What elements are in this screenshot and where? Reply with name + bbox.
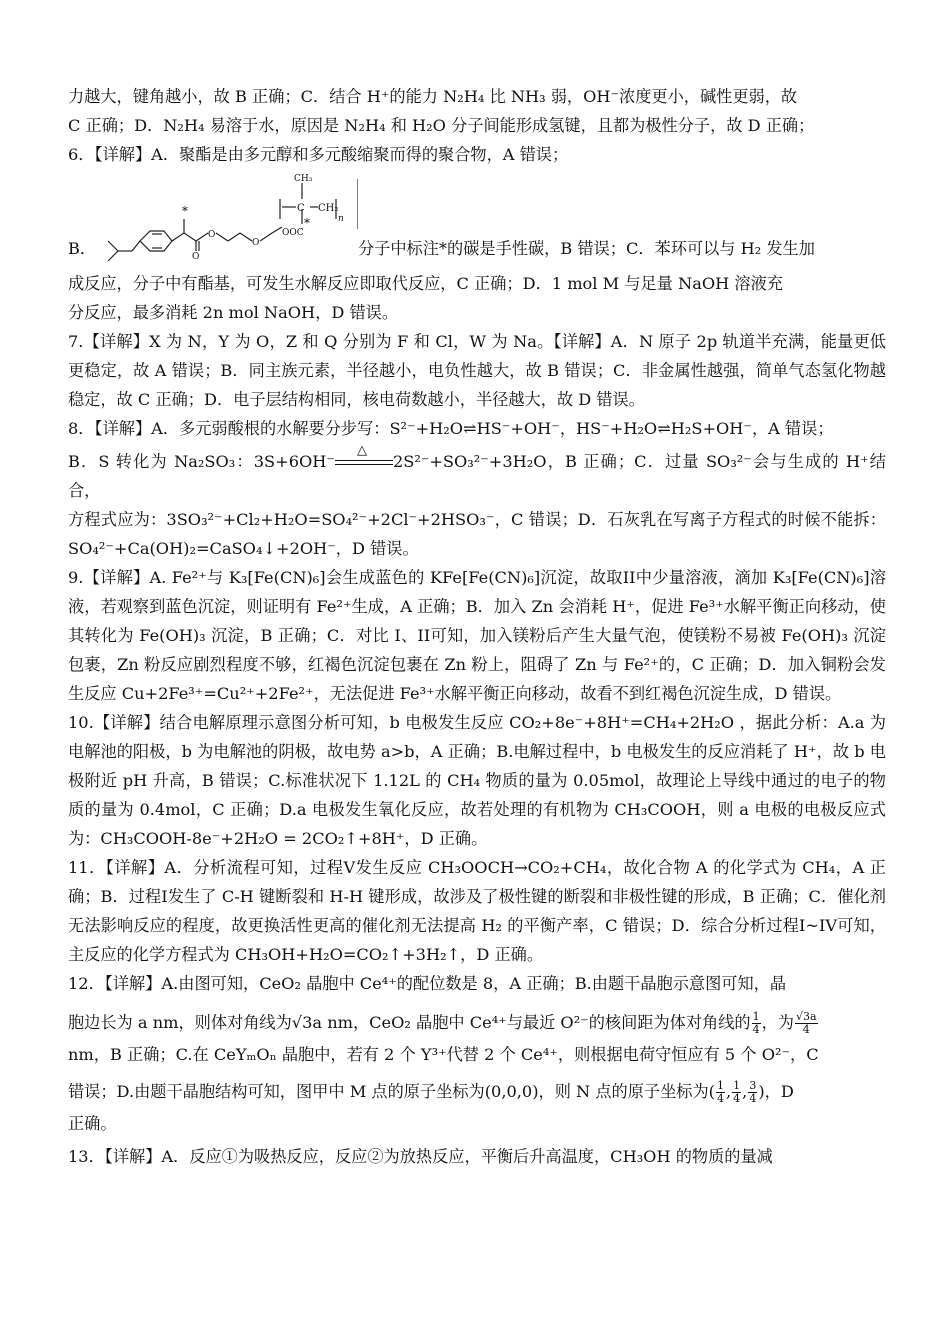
- line-continuation-1: 力越大，键角越小，故 B 正确；C．结合 H⁺的能力 N₂H₄ 比 NH₃ 弱，OH⁻浓度更小，碱性更弱，故: [68, 87, 798, 106]
- repeat-n-label: n: [338, 214, 344, 224]
- answer-12-c: nm，B 正确；C.在 CeYₘOₙ 晶胞中，若有 2 个 Y³⁺代替 2 个 Ce⁴⁺，则根据电荷守恒应有 5 个 O²⁻，C: [68, 1045, 819, 1064]
- svg-text:O: O: [208, 230, 216, 240]
- answer-8-c: 方程式应为：3SO₃²⁻+Cl₂+H₂O=SO₄²⁻+2Cl⁻+2HSO₃⁻，C 错误；D．石灰乳在写离子方程式的时候不能拆：SO₄²⁻+Ca(OH)₂=CaSO₄↓+2OH⁻，D 错误。: [68, 510, 886, 558]
- answer-7: 7.【详解】X 为 N，Y 为 O，Z 和 Q 分别为 F 和 Cl，W 为 Na。【详解】A．N 原子 2p 轨道半充满，能量更低更稳定，故 A 错误；B．同主族元素，半径越小，电负性越大，故 B 错误；C．非金属性越强，简单气态氢化物越稳定，故 C 正确；D．电子层结构相同，核电荷数越小，半径越大，故 D 错误。: [68, 332, 886, 409]
- answer-12-a: 12．【详解】A.由图可知，CeO₂ 晶胞中 Ce⁴⁺的配位数是 8，A 正确；B.由题干晶胞示意图可知，晶: [68, 974, 787, 993]
- document-page: [68, 82, 886, 1171]
- heat-equals-sign: [335, 442, 393, 468]
- answer-8-a: 8．【详解】A．多元弱酸根的水解要分步写：S²⁻+H₂O⇌HS⁻+OH⁻，HS⁻+H₂O⇌H₂S+OH⁻，A 错误；: [68, 419, 834, 438]
- chiral-star-1: *: [182, 204, 188, 218]
- answer-12-d: 错误；D.由题干晶胞结构可知，图甲中 M 点的原子坐标为(0,0,0)，则 N 点的原子坐标为( $\frac{1}{4}$ , $\frac{1}{4}$ , $\frac{3}{4}$ )，D: [68, 1079, 794, 1105]
- answer-11: 11．【详解】A．分析流程可知，过程V发生反应 CH₃OOCH→CO₂+CH₄，故化合物 A 的化学式为 CH₄，A 正确；B．过程I发生了 C-H 键断裂和 H-H 键形成，故涉及了极性键的断裂和非极性键的形成，B 正确；C．催化剂无法影响反应的程度，故更换活性更高的催化剂无法提高 H₂ 的平衡产率，C 错误；D．综合分析过程I~IV可知，主反应的化学方程式为 CH₃OH+H₂O=CO₂↑+3H₂↑，D 正确。: [68, 858, 886, 964]
- answer-6-c: 成反应，分子中有酯基，可发生水解反应即取代反应，C 正确；D．1 mol M 与足量 NaOH 溶液充: [68, 274, 783, 293]
- coord-frac-y: $\frac{1}{4}$: [733, 1079, 741, 1105]
- answer-8-b-post: 2S²⁻+SO₃²⁻+3H₂O，B 正确；C．过量 SO₃²⁻会与生成的 H⁺结合，: [68, 452, 886, 500]
- fraction-one-quarter: $\frac{1}{4}$: [752, 1010, 760, 1036]
- answer-8-b-pre: B．S 转化为 Na₂SO₃：3S+6OH⁻: [68, 452, 335, 471]
- answer-6-a: 6．【详解】A．聚酯是由多元醇和多元酸缩聚而得的聚合物，A 错误；: [68, 145, 569, 164]
- answer-13: 13．【详解】A．反应①为吸热反应，反应②为放热反应，平衡后升高温度，CH₃OH 的物质的量减: [68, 1147, 773, 1166]
- answer-6-b-text: 分子中标注*的碳是手性碳，B 错误；C．苯环可以与 H₂ 发生加: [358, 239, 815, 258]
- answer-6-b-row: [68, 169, 886, 269]
- ch2-label: CH₂: [318, 203, 339, 214]
- coord-frac-x: $\frac{1}{4}$: [717, 1079, 724, 1105]
- svg-text:O: O: [192, 252, 200, 262]
- polymer-structure-diagram: [68, 169, 358, 269]
- line-continuation-2: C 正确；D．N₂H₄ 易溶于水，原因是 N₂H₄ 和 H₂O 分子间能形成氢键，且都为极性分子，故 D 正确；: [68, 116, 815, 135]
- answer-10: 10.【详解】结合电解原理示意图分析可知，b 电极发生反应 CO₂+8e⁻+8H⁺=CH₄+2H₂O ，据此分析：A.a 为电解池的阳极，b 为电解池的阴极，故电势 a>b，A 正确；B.电解过程中，b 电极发生的反应消耗了 H⁺，故 b 电极附近 pH 升高，B 错误；C.标准状况下 1.12L 的 CH₄ 物质的量为 0.05mol，故理论上导线中通过的电子的物质的量为 0.4mol，C 正确；D.a 电极发生氧化反应，故若处理的有机物为 CH₃COOH，则 a 电极的电极反应式为：CH₃COOH-8e⁻+2H₂O = 2CO₂↑+8H⁺，D 正确。: [68, 713, 886, 848]
- ooc-label: OOC: [282, 228, 304, 238]
- answer-6-d: 分反应，最多消耗 2n mol NaOH，D 错误。: [68, 303, 399, 322]
- answer-12-b: 胞边长为 a nm，则体对角线为√3a nm，CeO₂ 晶胞中 Ce⁴⁺与最近 O²⁻的核间距为体对角线的 $\frac{1}{4}$ ，为 $\frac{√3a}{4}$: [68, 1010, 817, 1036]
- heat-triangle-icon: △: [356, 442, 367, 458]
- answer-6-b-label: B．: [68, 239, 97, 258]
- answer-12-e: 正确。: [68, 1114, 117, 1133]
- answer-9: 9.【详解】A. Fe²⁺与 K₃[Fe(CN)₆]会生成蓝色的 KFe[Fe(CN)₆]沉淀，故取II中少量溶液，滴加 K₃[Fe(CN)₆]溶液，若观察到蓝色沉淀，则证明有 Fe²⁺生成，A 正确；B．加入 Zn 会消耗 H⁺，促进 Fe³⁺水解平衡正向移动，使其转化为 Fe(OH)₃ 沉淀，B 正确；C．对比 I、II可知，加入镁粉后产生大量气泡，使镁粉不易被 Fe(OH)₃ 沉淀包裹，Zn 粉反应剧烈程度不够，红褐色沉淀包裹在 Zn 粉上，阻碍了 Zn 与 Fe²⁺的，C 正确；D．加入铜粉会发生反应 Cu+2Fe³⁺=Cu²⁺+2Fe²⁺，无法促进 Fe³⁺水解平衡正向移动，故看不到红褐色沉淀生成，D 错误。: [68, 568, 886, 703]
- svg-text:O: O: [252, 238, 260, 248]
- answer-8-b: [68, 442, 886, 505]
- fraction-sqrt3a-quarter: $\frac{√3a}{4}$: [796, 1010, 817, 1036]
- coord-frac-z: $\frac{3}{4}$: [749, 1079, 757, 1105]
- methyl-label: CH₃: [294, 174, 313, 184]
- chiral-star-2: *: [304, 216, 310, 230]
- carbon-label: C: [297, 203, 305, 214]
